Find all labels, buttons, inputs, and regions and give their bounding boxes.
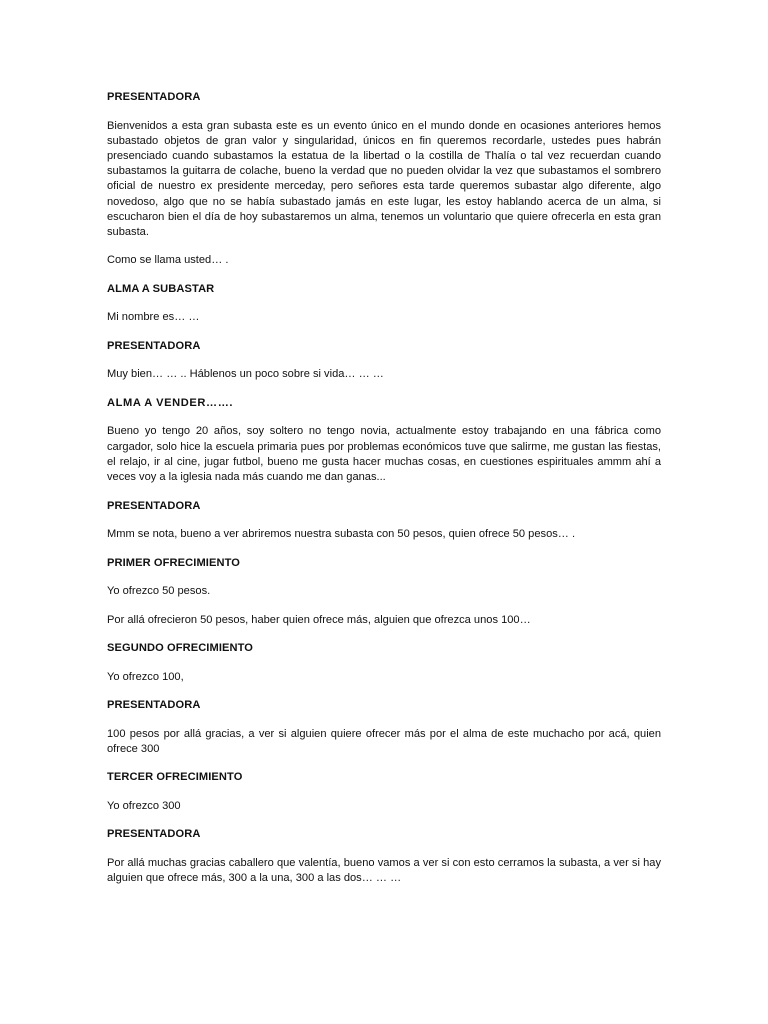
dialogue-paragraph: Por allá muchas gracias caballero que valentía, bueno vamos a ver si con esto cerramos la subasta, a ver si hay alguien que ofrece más, 300 a la una, 300 a las dos… … … — [107, 856, 661, 884]
dialogue-paragraph: Mmm se nota, bueno a ver abriremos nuestra subasta con 50 pesos, quien ofrece 50 pesos… . — [107, 528, 576, 541]
speaker-heading: PRESENTADORA — [107, 699, 201, 712]
speaker-heading: PRESENTADORA — [107, 339, 201, 352]
dialogue-paragraph: 100 pesos por allá gracias, a ver si alguien quiere ofrecer más por el alma de este muchacho por acá, quien ofrece 300 — [107, 727, 661, 755]
speaker-heading: ALMA A VENDER……. — [107, 396, 234, 409]
dialogue-paragraph: Muy bien… … .. Háblenos un poco sobre si vida… … … — [107, 368, 384, 381]
dialogue-paragraph: Yo ofrezco 300 — [107, 799, 181, 812]
speaker-heading: PRIMER OFRECIMIENTO — [107, 556, 240, 569]
dialogue-paragraph: Yo ofrezco 50 pesos. — [107, 585, 211, 598]
speaker-heading: PRESENTADORA — [107, 828, 201, 841]
speaker-heading: PRESENTADORA — [107, 91, 201, 103]
speaker-heading: ALMA A SUBASTAR — [107, 282, 215, 295]
dialogue-paragraph: Yo ofrezco 100, — [107, 670, 184, 683]
dialogue-paragraph: Bueno yo tengo 20 años, soy soltero no tengo novia, actualmente estoy trabajando en una fábrica como cargador, solo hice la escuela primaria pues por problemas económicos tuve que salirme, me gustan las fiestas, el relajo, ir al cine, jugar futbol, bueno me gusta hacer muchas cosas, en cuestiones espirituales ammm ahí a veces voy a la iglesia nada más cuando me dan ganas... — [107, 425, 661, 484]
dialogue-paragraph: Bienvenidos a esta gran subasta este es un evento único en el mundo donde en ocasiones anteriores hemos subastado objetos de gran valor y singularidad, únicos en fin queremos recordarle, ustedes pues habrán presenciado cuando subastamos la estatua de la libertad o la costilla de Thalía o tal vez recuerdan cuando subastamos la guitarra de colache, bueno la verdad que no pueden olvidar la vez que subastamos el sombrero oficial de nuestro ex presidente merceday, pero señores esta tarde queremos subastar algo diferente, algo novedoso, algo que no se había subastado jamás en este lugar, les estoy hablando acerca de un alma, si escucharon bien el día de hoy subastaremos un alma, tenemos un voluntario que quiere ofrecerla en esta gran subasta. — [107, 119, 661, 238]
dialogue-paragraph: Por allá ofrecieron 50 pesos, haber quien ofrece más, alguien que ofrezca unos 100… — [107, 613, 531, 626]
speaker-heading: TERCER OFRECIMIENTO — [107, 771, 243, 784]
dialogue-paragraph: Como se llama usted… . — [107, 254, 229, 267]
document-page — [107, 90, 661, 886]
dialogue-paragraph: Mi nombre es… … — [107, 311, 200, 324]
speaker-heading: SEGUNDO OFRECIMIENTO — [107, 642, 254, 655]
speaker-heading: PRESENTADORA — [107, 499, 201, 512]
